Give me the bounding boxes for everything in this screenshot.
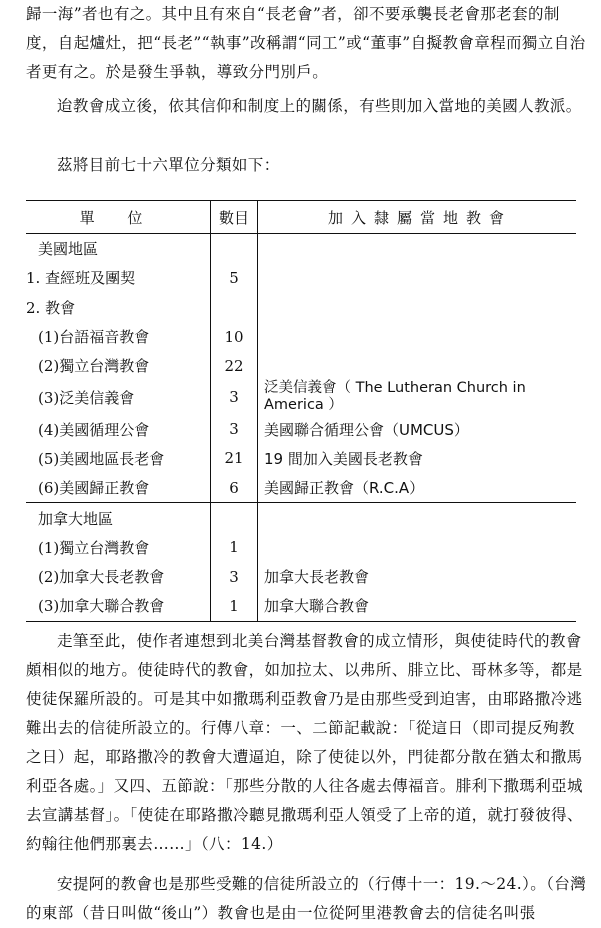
table-row [26,351,576,380]
affiliation-cell [258,234,577,264]
table-row [26,414,576,443]
affiliation-cell: 泛美信義會（ The Lutheran Church in America ） [264,380,526,414]
table-row [26,533,576,562]
unit-cell: (6)美國歸正教會 [26,473,211,503]
count-cell: 21 [211,444,258,473]
affiliation-cell: 19 間加入美國長老教會 [264,449,423,468]
unit-cell: (3)泛美信義會 [26,380,211,414]
count-cell: 3 [211,414,258,443]
paragraph-body-1: 走筆至此，使作者連想到北美台灣基督教會的成立情形，與使徒時代的教會頗相似的地方。使徒時代的教會，如加拉太、以弗所、腓立比、哥林多等，都是使徒保羅所設的。可是其中如撒瑪利亞教會乃是由那些受到迫害，由耶路撒冷逃難出去的信徒所設立的。行傳八章：一、二節記載說：「從這日（即司提反殉教之日）起，耶路撒冷的教會大遭逼迫，除了使徒以外，門徒都分散在猶太和撒馬利亞各處。」又四、五節說：「那些分散的人往各處去傳福音。腓利下撒瑪利亞城去宣講基督」。「使徒在耶路撒冷聽見撒瑪利亞人領受了上帝的道，就打發彼得、約翰往他們那裏去……」（八：14.） [26,632,583,853]
count-cell [211,293,258,322]
table-row [26,591,576,621]
table-row [26,234,576,264]
affiliation-cell: 加拿大聯合教會 [264,597,370,616]
affiliation-cell: 美國聯合循理公會（UMCUS） [264,420,469,439]
header-affiliation: 加入隸屬當地教會 [258,201,577,234]
unit-cell: (1)獨立台灣教會 [26,533,211,562]
count-cell: 22 [211,351,258,380]
unit-cell: (2)加拿大長老教會 [26,562,211,591]
unit-cell: (1)台語福音教會 [26,322,211,351]
count-cell: 1 [211,533,258,562]
table-row [26,473,576,503]
unit-cell: 加拿大地區 [26,503,211,533]
affiliation-cell [258,351,577,380]
count-cell [211,234,258,264]
unit-cell: (2)獨立台灣教會 [26,351,211,380]
affiliation-cell [258,322,577,351]
paragraph-classify: 茲將目前七十六單位分類如下： [57,156,280,174]
unit-cell: 2. 教會 [26,293,211,322]
table-row [26,503,576,533]
table-row [26,562,576,591]
unit-cell: (5)美國地區長老會 [26,444,211,473]
table-row [26,380,576,414]
table-row [26,322,576,351]
header-unit: 單 位 [26,201,211,234]
paragraph-intro: 迨教會成立後，依其信仰和制度上的關係，有些則加入當地的美國人教派。 [57,97,582,115]
count-cell: 3 [211,562,258,591]
table-header-row [26,201,576,234]
count-cell: 5 [211,263,258,292]
table-row [26,263,576,292]
affiliation-cell [258,503,577,533]
affiliation-cell [258,533,577,562]
unit-cell: (4)美國循理公會 [26,414,211,443]
unit-classification-table [26,200,576,622]
count-cell: 3 [211,380,258,414]
count-cell: 1 [211,591,258,621]
affiliation-cell [258,293,577,322]
paragraph-body-2: 安提阿的教會也是那些受難的信徒所設立的（行傳十一：19.～24.）。（台灣的東部（昔日叫做“後山”）教會也是由一位從阿里港教會去的信徒名叫張 [26,875,587,922]
header-count: 數目 [211,201,258,234]
unit-cell: (3)加拿大聯合教會 [26,591,211,621]
affiliation-cell: 美國歸正教會（R.C.A） [264,479,425,498]
count-cell: 6 [211,473,258,503]
count-cell [211,503,258,533]
affiliation-cell [258,263,577,292]
table-row [26,444,576,473]
table-row [26,293,576,322]
affiliation-cell: 加拿大長老教會 [264,568,370,587]
unit-cell: 美國地區 [26,234,211,264]
paragraph-top: 歸一海”者也有之。其中且有來自“長老會”者，卻不要承襲長老會那老套的制度，自起爐灶，把“長老”“執事”改稱謂“同工”或“董事”自擬教會章程而獨立自治者更有之。於是發生爭執，導致分門別戶。 [26,5,586,81]
count-cell: 10 [211,322,258,351]
unit-cell: 1. 查經班及團契 [26,263,211,292]
